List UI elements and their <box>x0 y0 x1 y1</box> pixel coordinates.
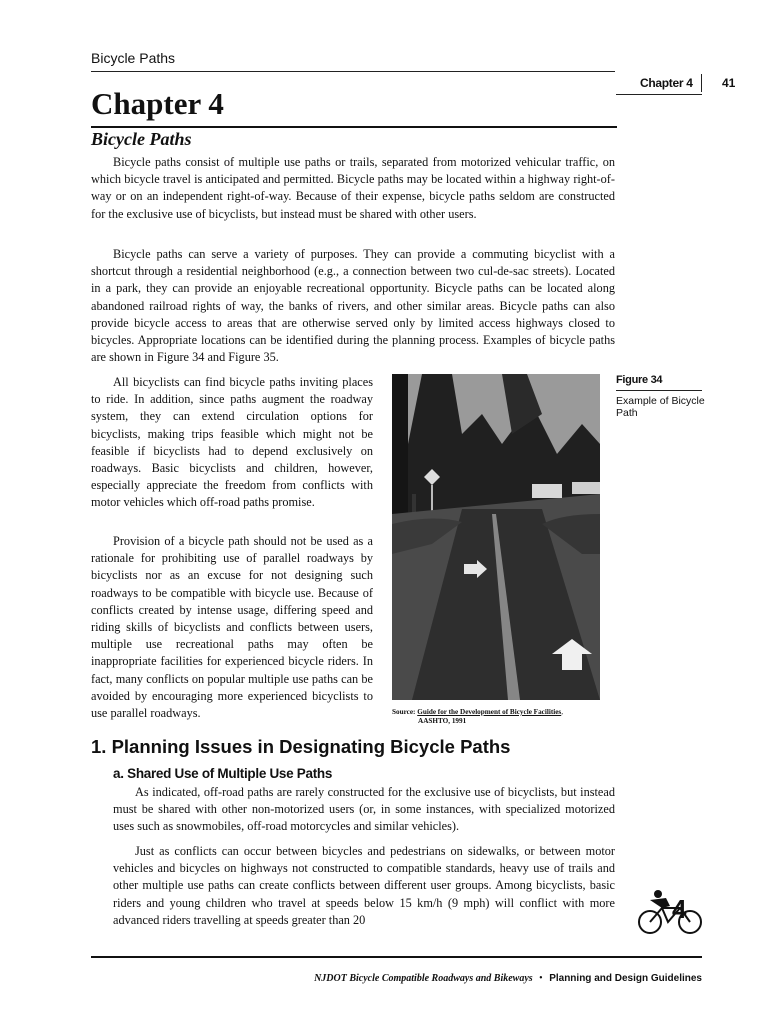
header-chapter-label: Chapter 4 <box>640 76 693 90</box>
source-organization: AASHTO, 1991 <box>418 717 467 725</box>
body-paragraph-2: Bicycle paths can serve a variety of purposes. They can provide a commuting bicyclist with a shortcut through a residential neighborhood (e.g., a connection between two cul-de-sac streets). Located in a park, they can provide an enjoyable recreational opportunity. Bicycle paths can be located along abandoned railroad rights of way, the banks of rivers, and other similar areas. Bicycle paths can also provide bicycle access to areas that are otherwise served only by limited access highways closed to bicycles. Appropriate locations can be identified during the planning process. Examples of bicycle paths are shown in Figure 34 and Figure 35. <box>91 247 615 365</box>
section-title: Bicycle Paths <box>91 129 192 149</box>
bicycle-path-photo <box>392 374 600 700</box>
chapter-title: Chapter 4 <box>91 86 224 121</box>
footer-guide-title: Planning and Design Guidelines <box>549 973 702 984</box>
chapter-rule <box>91 126 617 128</box>
header-right-rule <box>616 94 702 95</box>
source-title: Guide for the Development of Bicycle Facilities <box>417 708 562 716</box>
source-label: Source: <box>392 708 416 716</box>
section-heading: 1. Planning Issues in Designating Bicycle Paths <box>91 736 511 757</box>
page-number: 41 <box>722 76 736 90</box>
footer-rule <box>91 956 702 958</box>
section-paragraph-1: As indicated, off-road paths are rarely constructed for the exclusive use of bicyclists, but instead must be shared with other non-motorized users (or, in some instances, with specialized motorized uses such as snowmobiles, off-road motorcycles and similar vehicles). <box>113 785 615 834</box>
figure-caption: Example of Bicycle Path <box>616 395 705 419</box>
photo-source: Source: Guide for the Development of Bicycle Facilities, AASHTO, 1991 <box>392 708 564 725</box>
subsection-heading: a. Shared Use of Multiple Use Paths <box>113 766 333 781</box>
footer-publication: NJDOT Bicycle Compatible Roadways and Bikeways <box>314 973 533 984</box>
figure-label: Figure 34 <box>616 374 663 386</box>
header-rule <box>91 71 615 72</box>
header-divider <box>701 74 702 92</box>
logo-digit: 4 <box>672 894 687 924</box>
bicycle-logo-icon <box>636 888 706 938</box>
body-paragraph-4: Provision of a bicycle path should not be used as a rationale for prohibiting use of parallel roadways by bicyclists nor as an excuse for not designing such roadways to be compatible with bicycle use. Because of conflicts created by intense usage, differing speed and riding skills of bicyclists and conflicts between users, multiple use recreational paths may often be inappropriate facilities for experienced bicycle riders. In fact, many conflicts on popular multiple use paths can be avoided by encouraging more experienced bicyclists to use parallel roadways. <box>91 534 373 721</box>
photo-illustration <box>392 374 600 700</box>
running-header: Bicycle Paths <box>91 50 176 66</box>
body-paragraph-3: All bicyclists can find bicycle paths inviting places to ride. In addition, since paths augment the roadway system, they can extend circulation options for bicyclists, making trips feasible which might not be feasible if bicyclists had to depend exclusively on roadways. Basic bicyclists and children, however, especially appreciate the freedom from conflicts with motor vehicles which off-road paths promise. <box>91 375 373 510</box>
page-label <box>616 74 736 94</box>
footer-bullet: • <box>539 973 543 984</box>
section-paragraph-2: Just as conflicts can occur between bicycles and pedestrians on sidewalks, or between motor vehicles and bicycles on highways not constructed to compatible standards, heavy use of trails and other multiple use paths can create conflicts between different user groups. Among bicyclists, basic riders and young children who travel at speeds below 15 km/h (9 mph) will conflict with more advanced riders travelling at speeds greater than 20 <box>113 844 615 927</box>
figure-rule <box>616 390 702 391</box>
body-paragraph-1: Bicycle paths consist of multiple use paths or trails, separated from motorized vehicular traffic, on which bicycle travel is anticipated and permitted. Bicycle paths may be located within a highway right-of-way or on an independent right-of-way. Because of their expense, bicycle paths seldom are constructed for the exclusive use of bicyclists, but instead must be shared with other users. <box>91 155 615 221</box>
footer <box>91 973 702 984</box>
